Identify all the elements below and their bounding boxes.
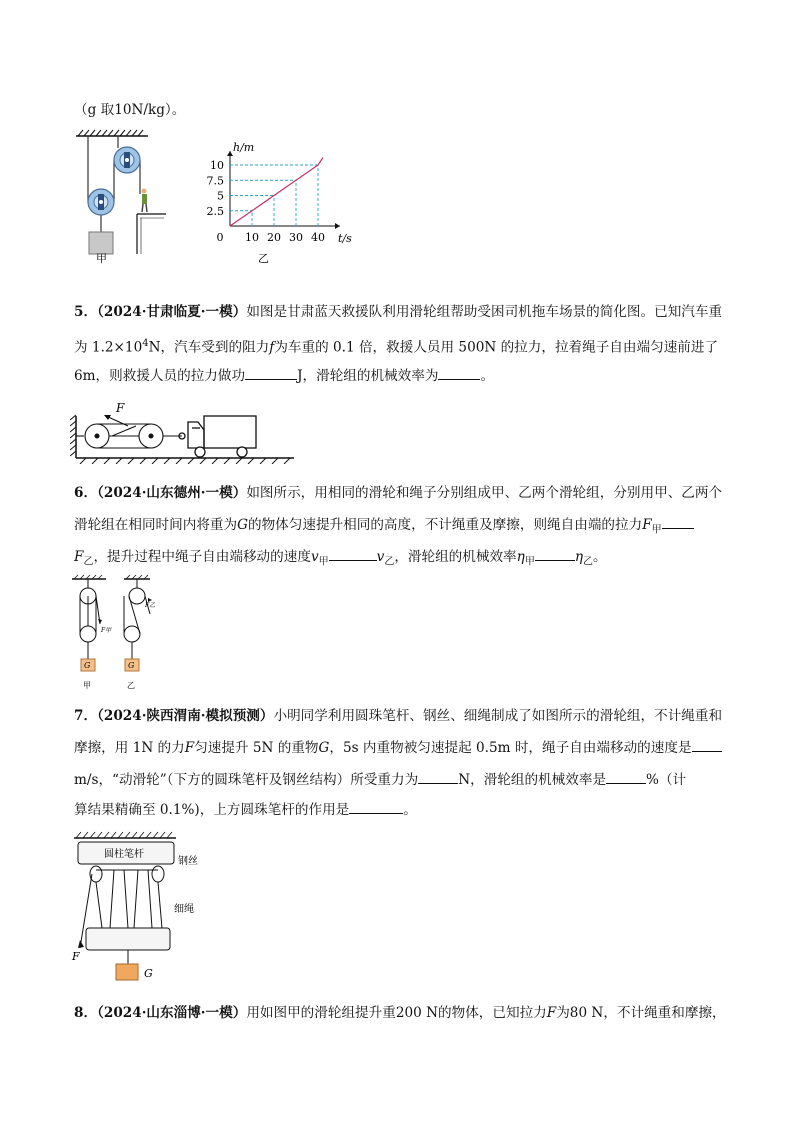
x-tick-label-1: 10 (245, 231, 259, 244)
figure-5 (70, 398, 296, 464)
q8-text-1c: 的物体，已知拉力 (438, 1005, 547, 1021)
q8-source: （2024·山东淄博·一模） (97, 1005, 247, 1021)
q5-blank-work[interactable] (245, 367, 297, 380)
pulley-group-jia (80, 579, 100, 659)
q7-fig-rope-label: 细绳 (174, 904, 194, 915)
q6-blank-speed[interactable] (329, 548, 377, 561)
q5-text-3a: 6m，则救援人员的拉力做功 (74, 368, 246, 384)
figure-6 (68, 574, 168, 696)
pulley-group-yi (124, 579, 150, 659)
q6-fig-caption-jia: 甲 (83, 681, 91, 690)
q6-symbol-F-yi: F (74, 549, 84, 565)
q6-fig-G-yi: G (128, 661, 135, 670)
q8-number: 8． (74, 1005, 98, 1021)
q6-text-2b: 的物体匀速提升相同的高度，不计绳重及摩擦，则绳自由端的拉力 (247, 517, 643, 533)
x-tick-label-2: 20 (267, 231, 281, 244)
q7-fig-F-label: F (72, 950, 80, 963)
q7-symbol-F: F (184, 740, 195, 756)
q6-blank-force[interactable] (662, 516, 694, 529)
q5-text-3b: J，滑轮组的机械效率为 (297, 368, 439, 384)
q6-sub-v-jia: 甲 (318, 556, 329, 568)
q8-symbol-F: F (546, 1005, 557, 1021)
q8-force-value: 80 N (569, 1005, 604, 1021)
q7-text-3c: %（计 (646, 772, 687, 788)
q6-sub-v-yi: 乙 (384, 556, 395, 568)
q7-text-2a: 摩擦，用 1N 的力 (74, 740, 185, 756)
q7-text-4a: 算结果精确至 0.1%)，上方圆珠笔杆的作用是 (74, 802, 350, 818)
figure-4-caption-right: 乙 (258, 252, 269, 265)
q7-text-1: 小明同学利用圆珠笔杆、钢丝、细绳制成了如图所示的滑轮组，不计绳重和 (273, 708, 723, 724)
q5-line-2 (74, 334, 718, 358)
q7-line-4 (74, 800, 417, 820)
q7-fig-G-label: G (144, 967, 153, 980)
q6-text-3a: ，提升过程中绳子自由端移动的速度 (93, 549, 311, 565)
q7-fig-top-label: 圆柱笔杆 (104, 849, 144, 860)
figure-4 (70, 128, 360, 266)
q5-blank-efficiency[interactable] (438, 367, 480, 380)
q6-line-2 (74, 515, 694, 541)
q7-number: 7． (74, 708, 98, 724)
ceiling-support (76, 130, 148, 136)
data-line-extension (318, 157, 323, 165)
q7-line-3 (74, 770, 686, 790)
q6-number: 6． (74, 485, 98, 501)
q6-sub-eta-jia: 甲 (524, 556, 535, 568)
q6-fig-F-yi: F乙 (145, 602, 156, 609)
q5-source: （2024·甘肃临夏·一模） (97, 304, 247, 320)
q5-line-1 (74, 302, 722, 322)
h-t-chart (207, 141, 353, 245)
q7-source: （2024·陕西渭南·模拟预测） (97, 708, 274, 724)
weight-block-7 (116, 964, 138, 980)
q8-text-1d: 为 (556, 1005, 570, 1021)
y-axis-label: h/m (233, 141, 255, 154)
movable-pulley (88, 189, 114, 215)
q8-line-1 (74, 1003, 726, 1023)
q8-text-1a: 用如图甲的滑轮组提升重 (246, 1005, 396, 1021)
q8-text-1f: ，不计绳重和摩擦， (603, 1005, 726, 1021)
q7-text-2b: 匀速提升 5N 的重物 (194, 740, 319, 756)
q5-text-3c: 。 (480, 368, 495, 384)
q8-weight-value: 200 N (395, 1005, 439, 1021)
q6-fig-caption-yi: 乙 (127, 681, 135, 690)
fixed-pulley (114, 147, 140, 173)
q5-symbol-f: f (269, 339, 275, 356)
q6-symbol-G: G (237, 517, 248, 533)
q6-symbol-v-yi: v (376, 549, 385, 565)
q6-blank-efficiency[interactable] (535, 548, 575, 561)
gravity-note-text: （g 取10N/kg）。 (74, 102, 186, 118)
q6-symbol-eta-yi: η (574, 549, 583, 565)
q6-text-1: 如图所示，用相同的滑轮和绳子分别组成甲、乙两个滑轮组，分别用甲、乙两个 (246, 485, 723, 501)
q7-line-1 (74, 706, 722, 726)
q7-text-4b: 。 (403, 802, 417, 818)
q5-text-2c: 为车重的 0.1 倍，救援人员用 500N 的拉力，拉着绳子自由端匀速前进了 (274, 339, 719, 356)
q7-fig-wire-label: 钢丝 (178, 856, 198, 867)
q7-text-2c: ，5s 内重物被匀速提起 0.5m 时，绳子自由端移动的速度是 (329, 740, 692, 756)
question-4-gravity-note (74, 100, 185, 120)
q6-symbol-eta-jia: η (516, 549, 525, 565)
q7-text-3a: m/s，“动滑轮”（下方的圆珠笔杆及钢丝结构）所受重力为 (74, 772, 419, 788)
q5-exponent: 4 (142, 338, 149, 349)
ground-ledge (137, 214, 166, 254)
q6-sub-yi: 乙 (83, 556, 94, 568)
load-block (89, 232, 113, 254)
y-tick-label-3: 7.5 (206, 174, 224, 188)
q7-blank-speed[interactable] (692, 739, 722, 752)
x-tick-label-3: 30 (289, 231, 303, 244)
y-tick-label-2: 5 (217, 189, 224, 203)
figure-7 (66, 830, 226, 986)
q6-source: （2024·山东德州·一模） (97, 485, 247, 501)
truck-icon (179, 416, 256, 457)
wall-hatching (70, 415, 76, 458)
q6-fig-G-jia: G (84, 661, 91, 670)
data-line (230, 165, 318, 226)
q7-blank-weight[interactable] (418, 771, 458, 784)
x-tick-label-0: 0 (216, 231, 224, 244)
force-label-F: F (116, 401, 125, 415)
lower-pen-barrel (86, 928, 170, 950)
q7-blank-efficiency[interactable] (606, 771, 646, 784)
ground-hatching (76, 458, 294, 464)
q5-line-3 (74, 366, 494, 386)
q6-fig-F-jia: F甲 (101, 627, 112, 634)
q5-text-2b: N，汽车受到的阻力 (148, 339, 270, 356)
y-tick-label-1: 2.5 (206, 204, 224, 218)
q6-text-3end: 。 (592, 549, 607, 565)
q5-number: 5． (74, 304, 98, 320)
q7-symbol-G: G (318, 740, 330, 756)
q5-text-2a: 为 1.2×10 (74, 339, 143, 356)
q6-sub-jia: 甲 (651, 524, 662, 536)
x-axis-arrow (335, 223, 340, 229)
q5-text-1: 如图是甘肃蓝天救援队利用滑轮组帮助受困司机拖车场景的简化图。已知汽车重 (246, 304, 723, 320)
q6-sub-eta-yi: 乙 (582, 556, 593, 568)
x-axis-label: t/s (338, 232, 352, 245)
ceiling-hatching-7 (74, 832, 176, 838)
x-tick-label-4: 40 (311, 231, 325, 244)
q7-blank-role[interactable] (349, 801, 403, 814)
y-tick-label-4: 10 (210, 159, 224, 172)
figure-4-caption-left: 甲 (96, 252, 107, 265)
q6-line-1 (74, 483, 722, 503)
q6-text-2a: 滑轮组在相同时间内将重为 (74, 517, 238, 533)
person-figure (142, 189, 148, 213)
q6-symbol-F-jia: F (642, 517, 652, 533)
pulley-group-horizontal (76, 424, 182, 448)
q6-line-3 (74, 547, 607, 573)
q6-symbol-v-jia: v (310, 549, 319, 565)
q6-text-3b: ，滑轮组的机械效率 (394, 549, 517, 565)
q7-line-2 (74, 738, 722, 758)
q7-text-3b: N，滑轮组的机械效率是 (458, 772, 607, 788)
